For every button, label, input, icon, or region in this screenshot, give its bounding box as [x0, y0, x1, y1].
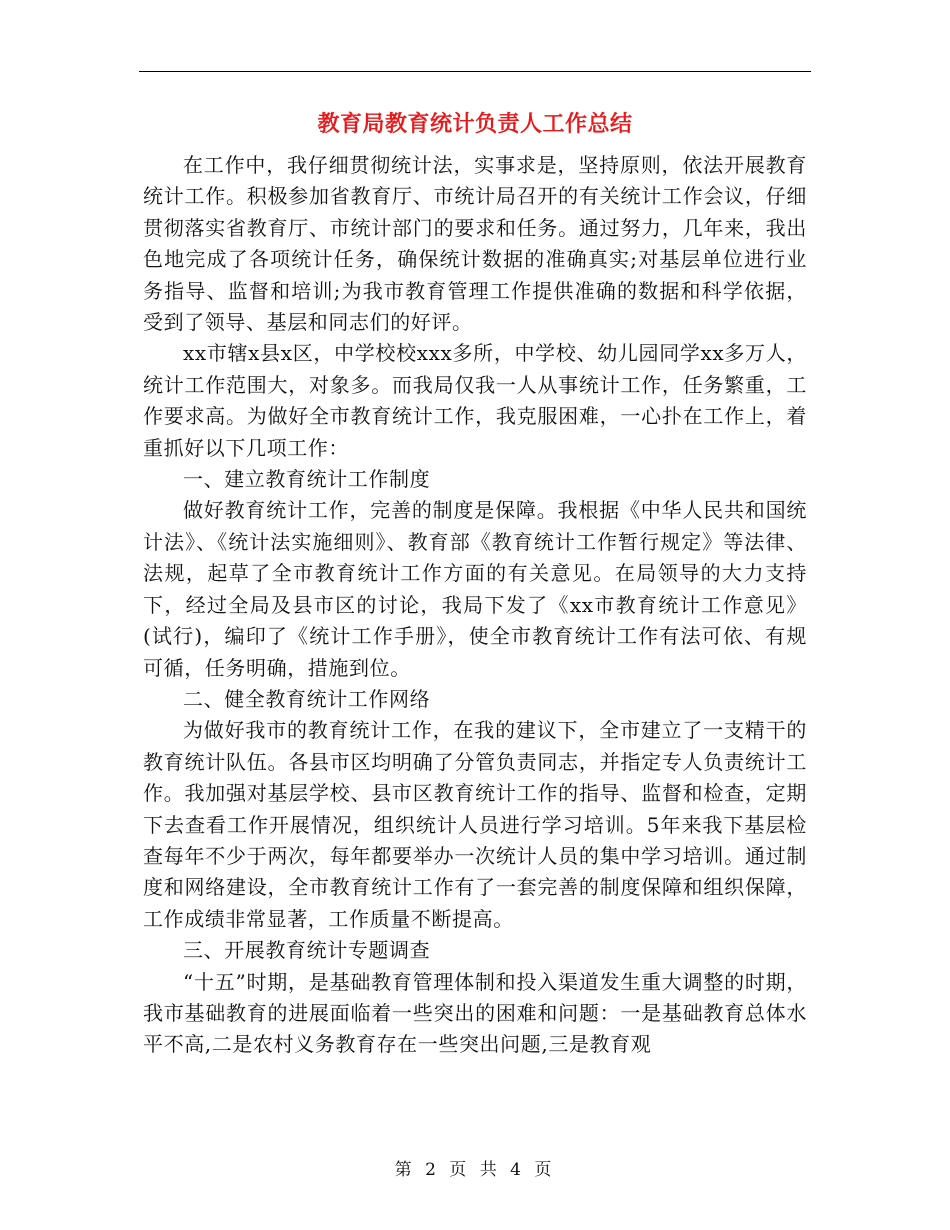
paragraph: “十五”时期，是基础教育管理体制和投入渠道发生重大调整的时期，我市基础教育的进展面临着一些突出的困难和问题：一是基础教育总体水平不高,二是农村义务教育存在一些突出问题,三是教育观: [143, 969, 807, 1057]
header-rule: [139, 71, 811, 72]
section-heading: 三、开展教育统计专题调查: [183, 938, 431, 963]
document-title: 教育局教育统计负责人工作总结: [317, 111, 633, 137]
document-body: [143, 150, 807, 1061]
paragraph: xx市辖x县x区，中学校校xxx多所，中学校、幼儿园同学xx多万人，统计工作范围大，对象多。而我局仅我一人从事统计工作，任务繁重，工作要求高。为做好全市教育统计工作，我克服困难，一心扑在工作上，着重抓好以下几项工作：: [143, 341, 807, 460]
section-heading: 一、建立教育统计工作制度: [183, 467, 431, 492]
paragraph: 做好教育统计工作，完善的制度是保障。我根据《中华人民共和国统计法》、《统计法实施细则》、教育部《教育统计工作暂行规定》等法律、法规，起草了全市教育统计工作方面的有关意见。在局领导的大力支持下，经过全局及县市区的讨论，我局下发了《xx市教育统计工作意见》(试行)，编印了《统计工作手册》，使全市教育统计工作有法可依、有规可循，任务明确，措施到位。: [143, 498, 807, 680]
section-heading: 二、健全教育统计工作网络: [183, 686, 431, 711]
paragraph: 在工作中，我仔细贯彻统计法，实事求是，坚持原则，依法开展教育统计工作。积极参加省教育厅、市统计局召开的有关统计工作会议，仔细贯彻落实省教育厅、市统计部门的要求和任务。通过努力，几年来，我出色地完成了各项统计任务，确保统计数据的准确真实;对基层单位进行业务指导、监督和培训;为我市教育管理工作提供准确的数据和科学依据，受到了领导、基层和同志们的好评。: [143, 153, 807, 335]
paragraph: 为做好我市的教育统计工作，在我的建议下，全市建立了一支精干的教育统计队伍。各县市区均明确了分管负责同志，并指定专人负责统计工作。我加强对基层学校、县市区教育统计工作的指导、监督和检查，定期下去查看工作开展情况，组织统计人员进行学习培训。5年来我下基层检查每年不少于两次，每年都要举办一次统计人员的集中学习培训。通过制度和网络建设，全市教育统计工作有了一套完善的制度保障和组织保障，工作成绩非常显著，工作质量不断提高。: [143, 718, 807, 931]
page-number-footer: 第 2 页 共 4 页: [394, 1160, 556, 1180]
